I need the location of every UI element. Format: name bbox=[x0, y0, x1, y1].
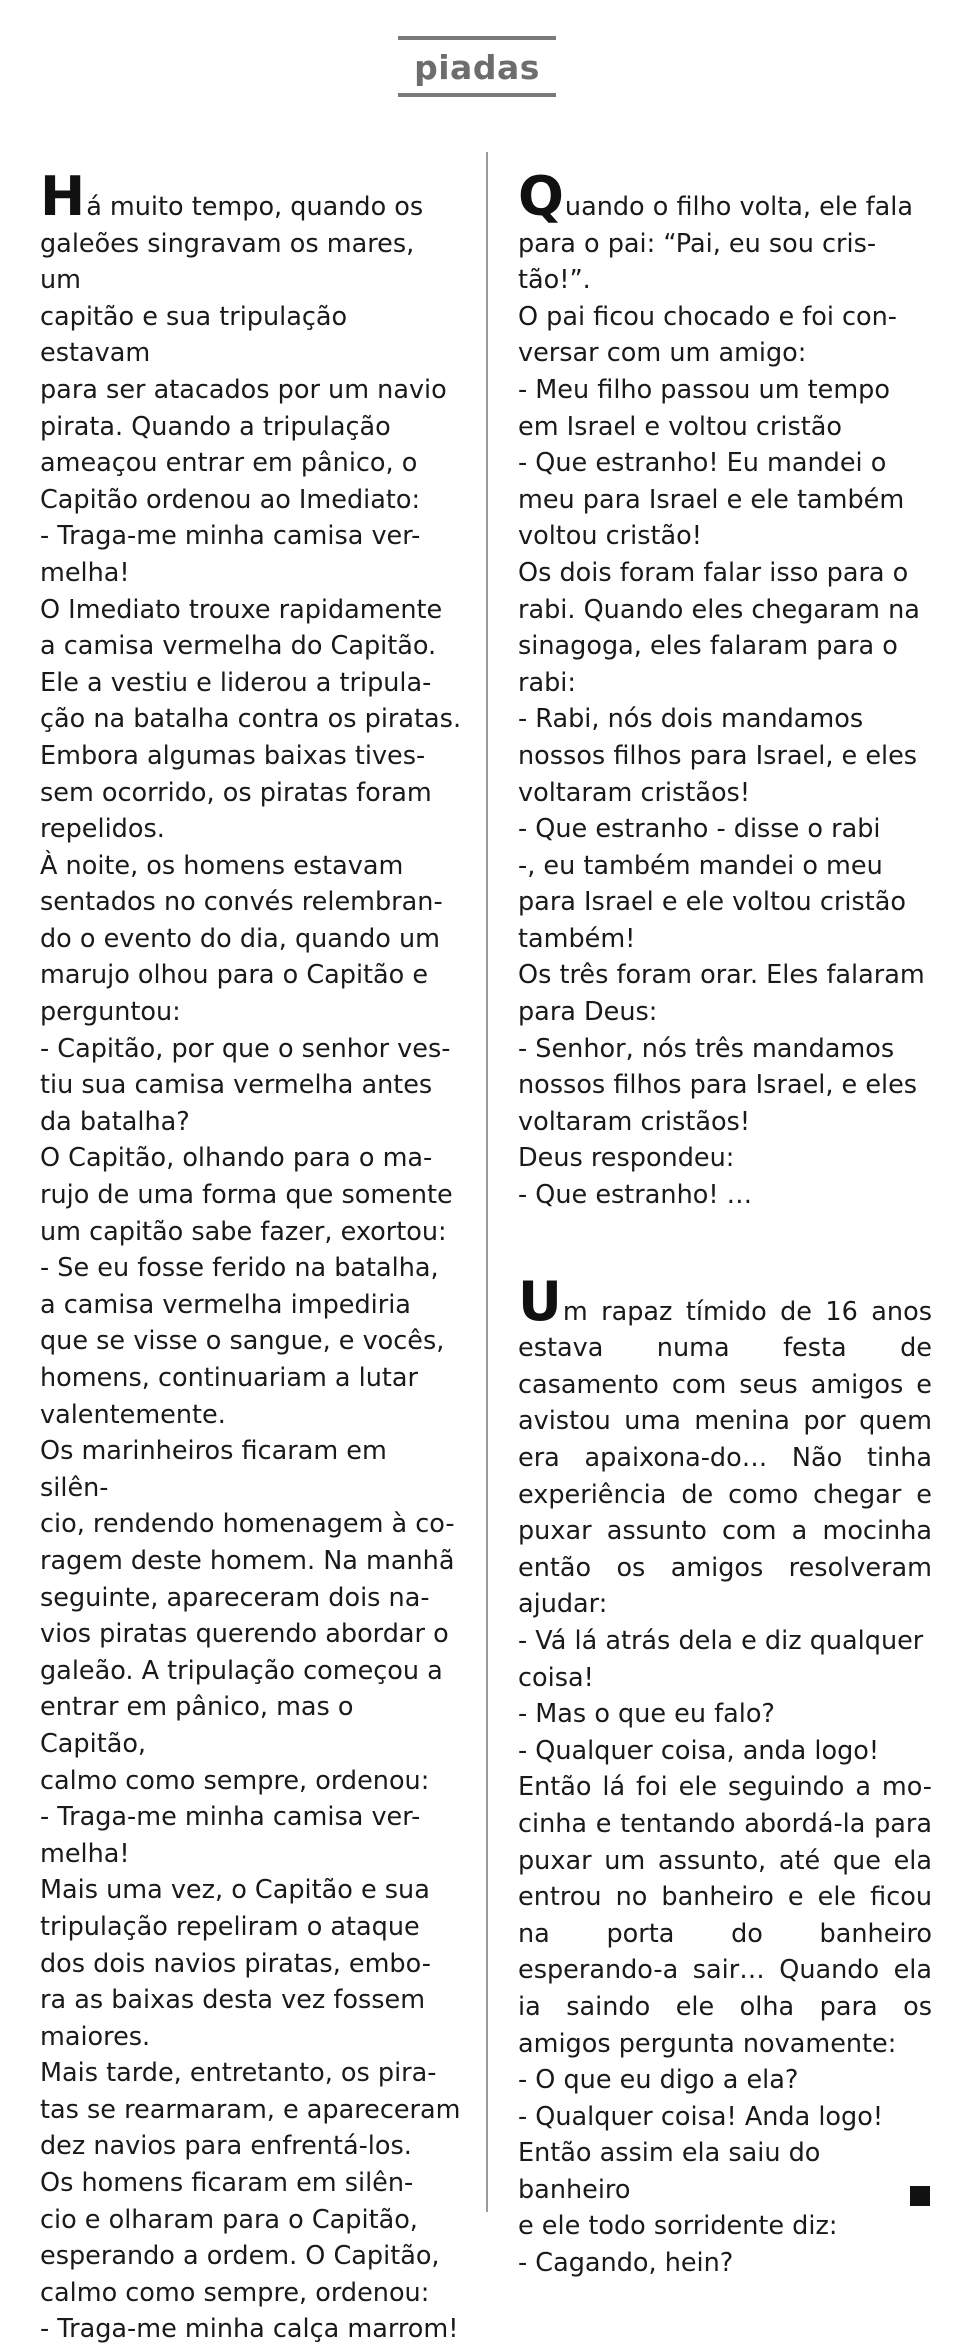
paragraph: - Qualquer coisa! Anda logo! bbox=[518, 2101, 884, 2132]
paragraph: Um rapaz tímido de 16 anos estava numa festa de casamento com seus amigos e avistou uma menina por quem era apaixona-do… Não tinha experiência de como chegar e puxar assunto com a mocinha então os amigos resolveram ajudar: bbox=[518, 1269, 932, 1620]
paragraph: - Traga-me minha camisa ver- melha! bbox=[40, 1802, 421, 1869]
paragraph: O Capitão, olhando para o ma- rujo de uma forma que somente um capitão sabe fazer, exortou: bbox=[40, 1143, 453, 1247]
story-shy-boy bbox=[518, 1269, 932, 2282]
end-of-article-mark bbox=[910, 2186, 930, 2206]
paragraph: Mais tarde, entretanto, os pira- tas se rearmaram, e apareceram dez navios para enfrentá-los. bbox=[40, 2058, 461, 2162]
paragraph: Então assim ela saiu do banheiro e ele todo sorridente diz: bbox=[518, 2138, 838, 2242]
paragraph: Os três foram orar. Eles falaram para Deus: bbox=[518, 960, 925, 1028]
paragraph: À noite, os homens estavam sentados no convés relembran- do o evento do dia, quando um marujo olhou para o Capitão e perguntou: bbox=[40, 850, 443, 1028]
paragraph: - Que estranho - disse o rabi -, eu também mandei o meu para Israel e ele voltou cristão também! bbox=[518, 814, 906, 954]
paragraph: Então lá foi ele seguindo a mo-cinha e tentando abordá-la para puxar um assunto, até que ela entrou no banheiro e ele ficou na porta do banheiro esperando-a sair… Quando ela ia saindo ele olha para os amigos pergunta novamente: bbox=[518, 1772, 932, 2059]
paragraph: - Que estranho! Eu mandei o meu para Israel e ele também voltou cristão! bbox=[518, 448, 905, 552]
paragraph: - Meu filho passou um tempo em Israel e voltou cristão bbox=[518, 374, 890, 442]
section-header bbox=[0, 36, 954, 97]
paragraph: Os homens ficaram em silên- cio e olharam para o Capitão, esperando a ordem. O Capitão, calmo como sempre, ordenou: bbox=[40, 2168, 440, 2308]
paragraph: - Traga-me minha calça marrom! bbox=[40, 2314, 459, 2345]
right-column bbox=[518, 165, 932, 2282]
paragraph: - Qualquer coisa, anda logo! bbox=[518, 1735, 880, 1766]
story-captain bbox=[40, 165, 462, 2348]
paragraph: Mais uma vez, o Capitão e sua tripulação repeliram o ataque dos dois navios piratas, embo- ra as baixas desta vez fossem maiores. bbox=[40, 1875, 431, 2052]
paragraph: O pai ficou chocado e foi con- versar com um amigo: bbox=[518, 301, 898, 369]
drop-cap: Q bbox=[518, 165, 564, 228]
paragraph: Os marinheiros ficaram em silên- cio, rendendo homenagem à co- ragem deste homem. Na manhã seguinte, apareceram dois na- vios piratas querendo abordar o galeão. A tripulação começou a entrar em pânico, mas o Capitão, calmo como sempre, ordenou: bbox=[40, 1436, 455, 1796]
paragraph: - O que eu digo a ela? bbox=[518, 2065, 799, 2096]
paragraph: Deus respondeu: bbox=[518, 1143, 735, 1174]
left-column bbox=[40, 165, 462, 2348]
section-label: piadas bbox=[408, 36, 546, 97]
paragraph: Os dois foram falar isso para o rabi. Quando eles chegaram na sinagoga, eles falaram para o rabi: bbox=[518, 557, 920, 698]
paragraph: Há muito tempo, quando os galeões singravam os mares, um capitão e sua tripulação estavam para ser atacados por um navio pirata. Quando a tripulação ameaçou entrar em pânico, o Capitão ordenou ao Imediato: bbox=[40, 165, 447, 515]
paragraph: - Vá lá atrás dela e diz qualquer coisa! bbox=[518, 1625, 924, 1693]
column-divider bbox=[486, 152, 488, 2212]
paragraph: - Mas o que eu falo? bbox=[518, 1699, 775, 1730]
drop-cap: H bbox=[40, 165, 86, 228]
paragraph: O Imediato trouxe rapidamente a camisa vermelha do Capitão. Ele a vestiu e liderou a tripula- ção na batalha contra os piratas. Embora algumas baixas tives- sem ocorrido, os piratas foram repelidos. bbox=[40, 594, 462, 845]
paragraph: - Se eu fosse ferido na batalha, a camisa vermelha impediria que se visse o sangue, e vocês, homens, continuariam a lutar valentemente. bbox=[40, 1253, 445, 1430]
paragraph: - Senhor, nós três mandamos nossos filhos para Israel, e eles voltaram cristãos! bbox=[518, 1033, 918, 1137]
paragraph: - Capitão, por que o senhor ves- tiu sua camisa vermelha antes da batalha? bbox=[40, 1033, 451, 1137]
paragraph: - Cagando, hein? bbox=[518, 2248, 734, 2279]
story-israel bbox=[518, 165, 932, 1214]
paragraph: Quando o filho volta, ele fala para o pai: “Pai, eu sou cris- tão!”. bbox=[518, 165, 913, 296]
drop-cap: U bbox=[518, 1269, 562, 1333]
paragraph: - Que estranho! … bbox=[518, 1180, 753, 1211]
paragraph: - Traga-me minha camisa ver- melha! bbox=[40, 521, 421, 588]
paragraph: - Rabi, nós dois mandamos nossos filhos para Israel, e eles voltaram cristãos! bbox=[518, 704, 918, 808]
